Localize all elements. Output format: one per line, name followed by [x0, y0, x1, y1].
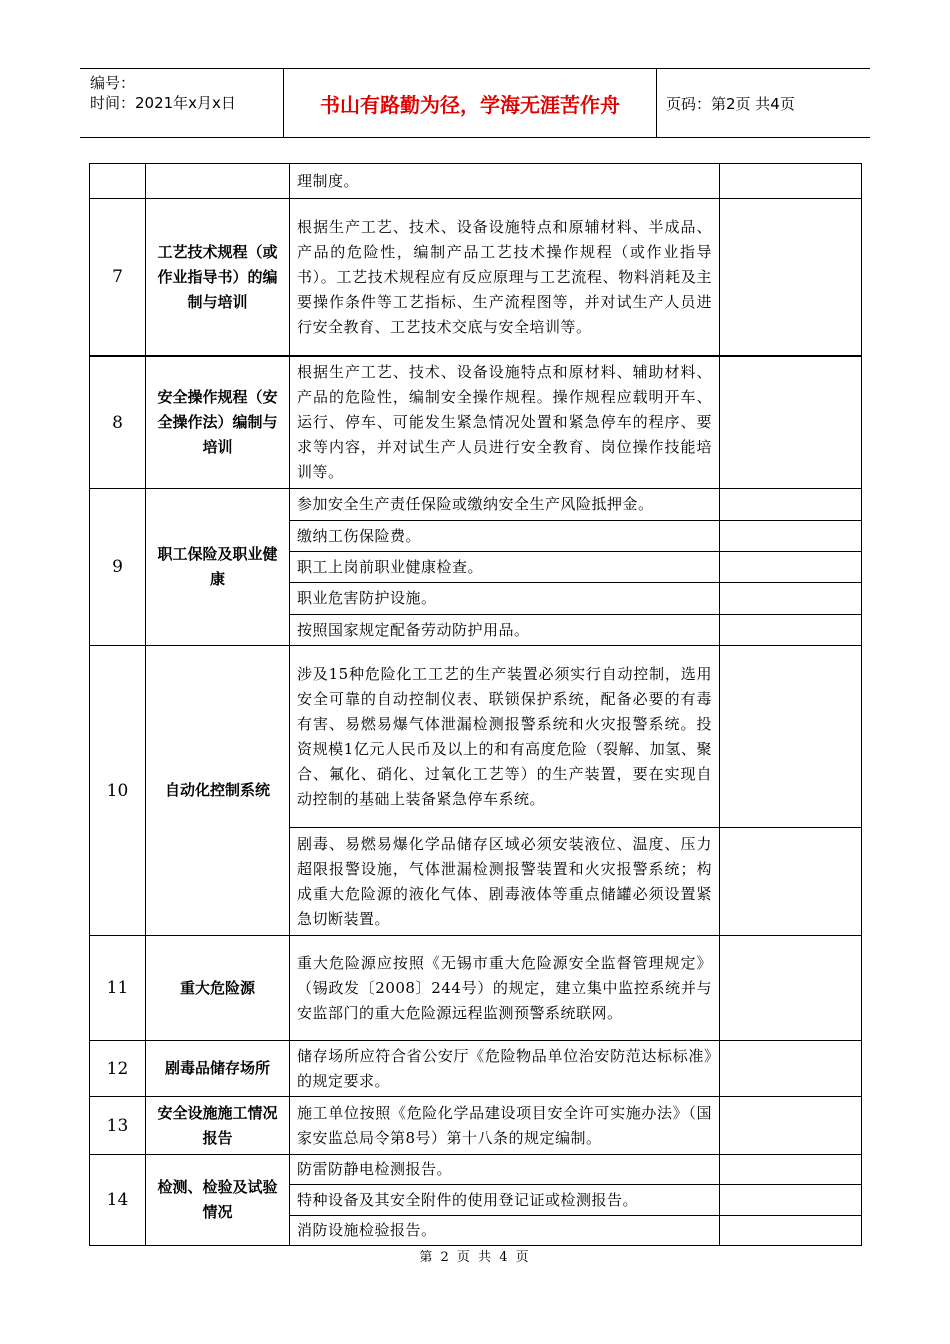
result-cell — [720, 1041, 862, 1097]
requirement-text: 涉及15种危险化工工艺的生产装置必须实行自动控制，选用安全可靠的自动控制仪表、联锁保护系统，配备必要的有毒有害、易燃易爆气体泄漏检测报警系统和火灾报警系统。投资规模1亿元人民币及以上的和有高度危险（裂解、加氢、聚合、氟化、硝化、过氧化工艺等）的生产装置，要在实现自动控制的基础上装备紧急停车系统。 — [290, 646, 720, 828]
item-number: 7 — [90, 199, 146, 357]
table-row — [90, 936, 862, 1041]
result-cell — [720, 489, 862, 521]
item-number: 11 — [90, 936, 146, 1041]
checklist-table — [89, 163, 862, 1246]
item-name: 重大危险源 — [146, 936, 290, 1041]
result-cell — [720, 521, 862, 552]
table-row — [90, 199, 862, 357]
requirement-text: 防雷防静电检测报告。 — [290, 1155, 720, 1185]
item-name: 检测、检验及试验情况 — [146, 1155, 290, 1246]
time-label: 时间：2021年x月x日 — [90, 94, 236, 112]
item-name: 职工保险及职业健康 — [146, 489, 290, 646]
requirement-text: 缴纳工伤保险费。 — [290, 521, 720, 552]
result-cell — [720, 1216, 862, 1246]
result-cell — [720, 1185, 862, 1216]
item-name: 自动化控制系统 — [146, 646, 290, 936]
requirement-text: 特种设备及其安全附件的使用登记证或检测报告。 — [290, 1185, 720, 1216]
result-cell — [720, 646, 862, 828]
table-row — [90, 1097, 862, 1155]
item-number: 14 — [90, 1155, 146, 1246]
item-name: 安全设施施工情况报告 — [146, 1097, 290, 1155]
requirement-text: 按照国家规定配备劳动防护用品。 — [290, 615, 720, 646]
item-number: 13 — [90, 1097, 146, 1155]
item-name: 剧毒品储存场所 — [146, 1041, 290, 1097]
header-meta — [80, 69, 284, 137]
item-number: 9 — [90, 489, 146, 646]
item-number — [90, 164, 146, 199]
result-cell — [720, 583, 862, 615]
result-cell — [720, 828, 862, 936]
requirement-text: 重大危险源应按照《无锡市重大危险源安全监督管理规定》（锡政发〔2008〕244号）的规定，建立集中监控系统并与安监部门的重大危险源远程监测预警系统联网。 — [290, 936, 720, 1041]
result-cell — [720, 1097, 862, 1155]
result-cell — [720, 356, 862, 489]
header-page-label: 页码：第2页 共4页 — [666, 94, 795, 113]
requirement-text: 根据生产工艺、技术、设备设施特点和原辅材料、半成品、产品的危险性，编制产品工艺技术操作规程（或作业指导书）。工艺技术规程应有反应原理与工艺流程、物料消耗及主要操作条件等工艺指标、生产流程图等，并对试生产人员进行安全教育、工艺技术交底与安全培训等。 — [290, 199, 720, 357]
table-row — [90, 1155, 862, 1185]
item-number: 8 — [90, 356, 146, 489]
header-motto: 书山有路勤为径，学海无涯苦作舟 — [284, 69, 657, 137]
number-label: 编号： — [90, 74, 136, 92]
result-cell — [720, 164, 862, 199]
result-cell — [720, 199, 862, 357]
result-cell — [720, 552, 862, 583]
table-row — [90, 356, 862, 489]
table-row — [90, 489, 862, 521]
requirement-text: 剧毒、易燃易爆化学品储存区域必须安装液位、温度、压力超限报警设施，气体泄漏检测报警装置和火灾报警系统；构成重大危险源的液化气体、剧毒液体等重点储罐必须设置紧急切断装置。 — [290, 828, 720, 936]
item-number: 10 — [90, 646, 146, 936]
result-cell — [720, 615, 862, 646]
table-row — [90, 646, 862, 828]
table-row — [90, 1041, 862, 1097]
page-header — [80, 68, 870, 138]
item-number: 12 — [90, 1041, 146, 1097]
requirement-text: 根据生产工艺、技术、设备设施特点和原材料、辅助材料、产品的危险性，编制安全操作规程。操作规程应载明开车、运行、停车、可能发生紧急情况处置和紧急停车的程序、要求等内容，并对试生产人员进行安全教育、岗位操作技能培训等。 — [290, 356, 720, 489]
result-cell — [720, 936, 862, 1041]
item-name: 工艺技术规程（或作业指导书）的编制与培训 — [146, 199, 290, 357]
item-name: 安全操作规程（安全操作法）编制与培训 — [146, 356, 290, 489]
requirement-text: 理制度。 — [290, 164, 720, 199]
requirement-text: 消防设施检验报告。 — [290, 1216, 720, 1246]
page-footer: 第 2 页 共 4 页 — [419, 1250, 531, 1265]
requirement-text: 职业危害防护设施。 — [290, 583, 720, 615]
item-name — [146, 164, 290, 199]
requirement-text: 参加安全生产责任保险或缴纳安全生产风险抵押金。 — [290, 489, 720, 521]
table-row — [90, 164, 862, 199]
requirement-text: 职工上岗前职业健康检查。 — [290, 552, 720, 583]
requirement-text: 储存场所应符合省公安厅《危险物品单位治安防范达标标准》的规定要求。 — [290, 1041, 720, 1097]
requirement-text: 施工单位按照《危险化学品建设项目安全许可实施办法》（国家安监总局令第8号）第十八条的规定编制。 — [290, 1097, 720, 1155]
result-cell — [720, 1155, 862, 1185]
